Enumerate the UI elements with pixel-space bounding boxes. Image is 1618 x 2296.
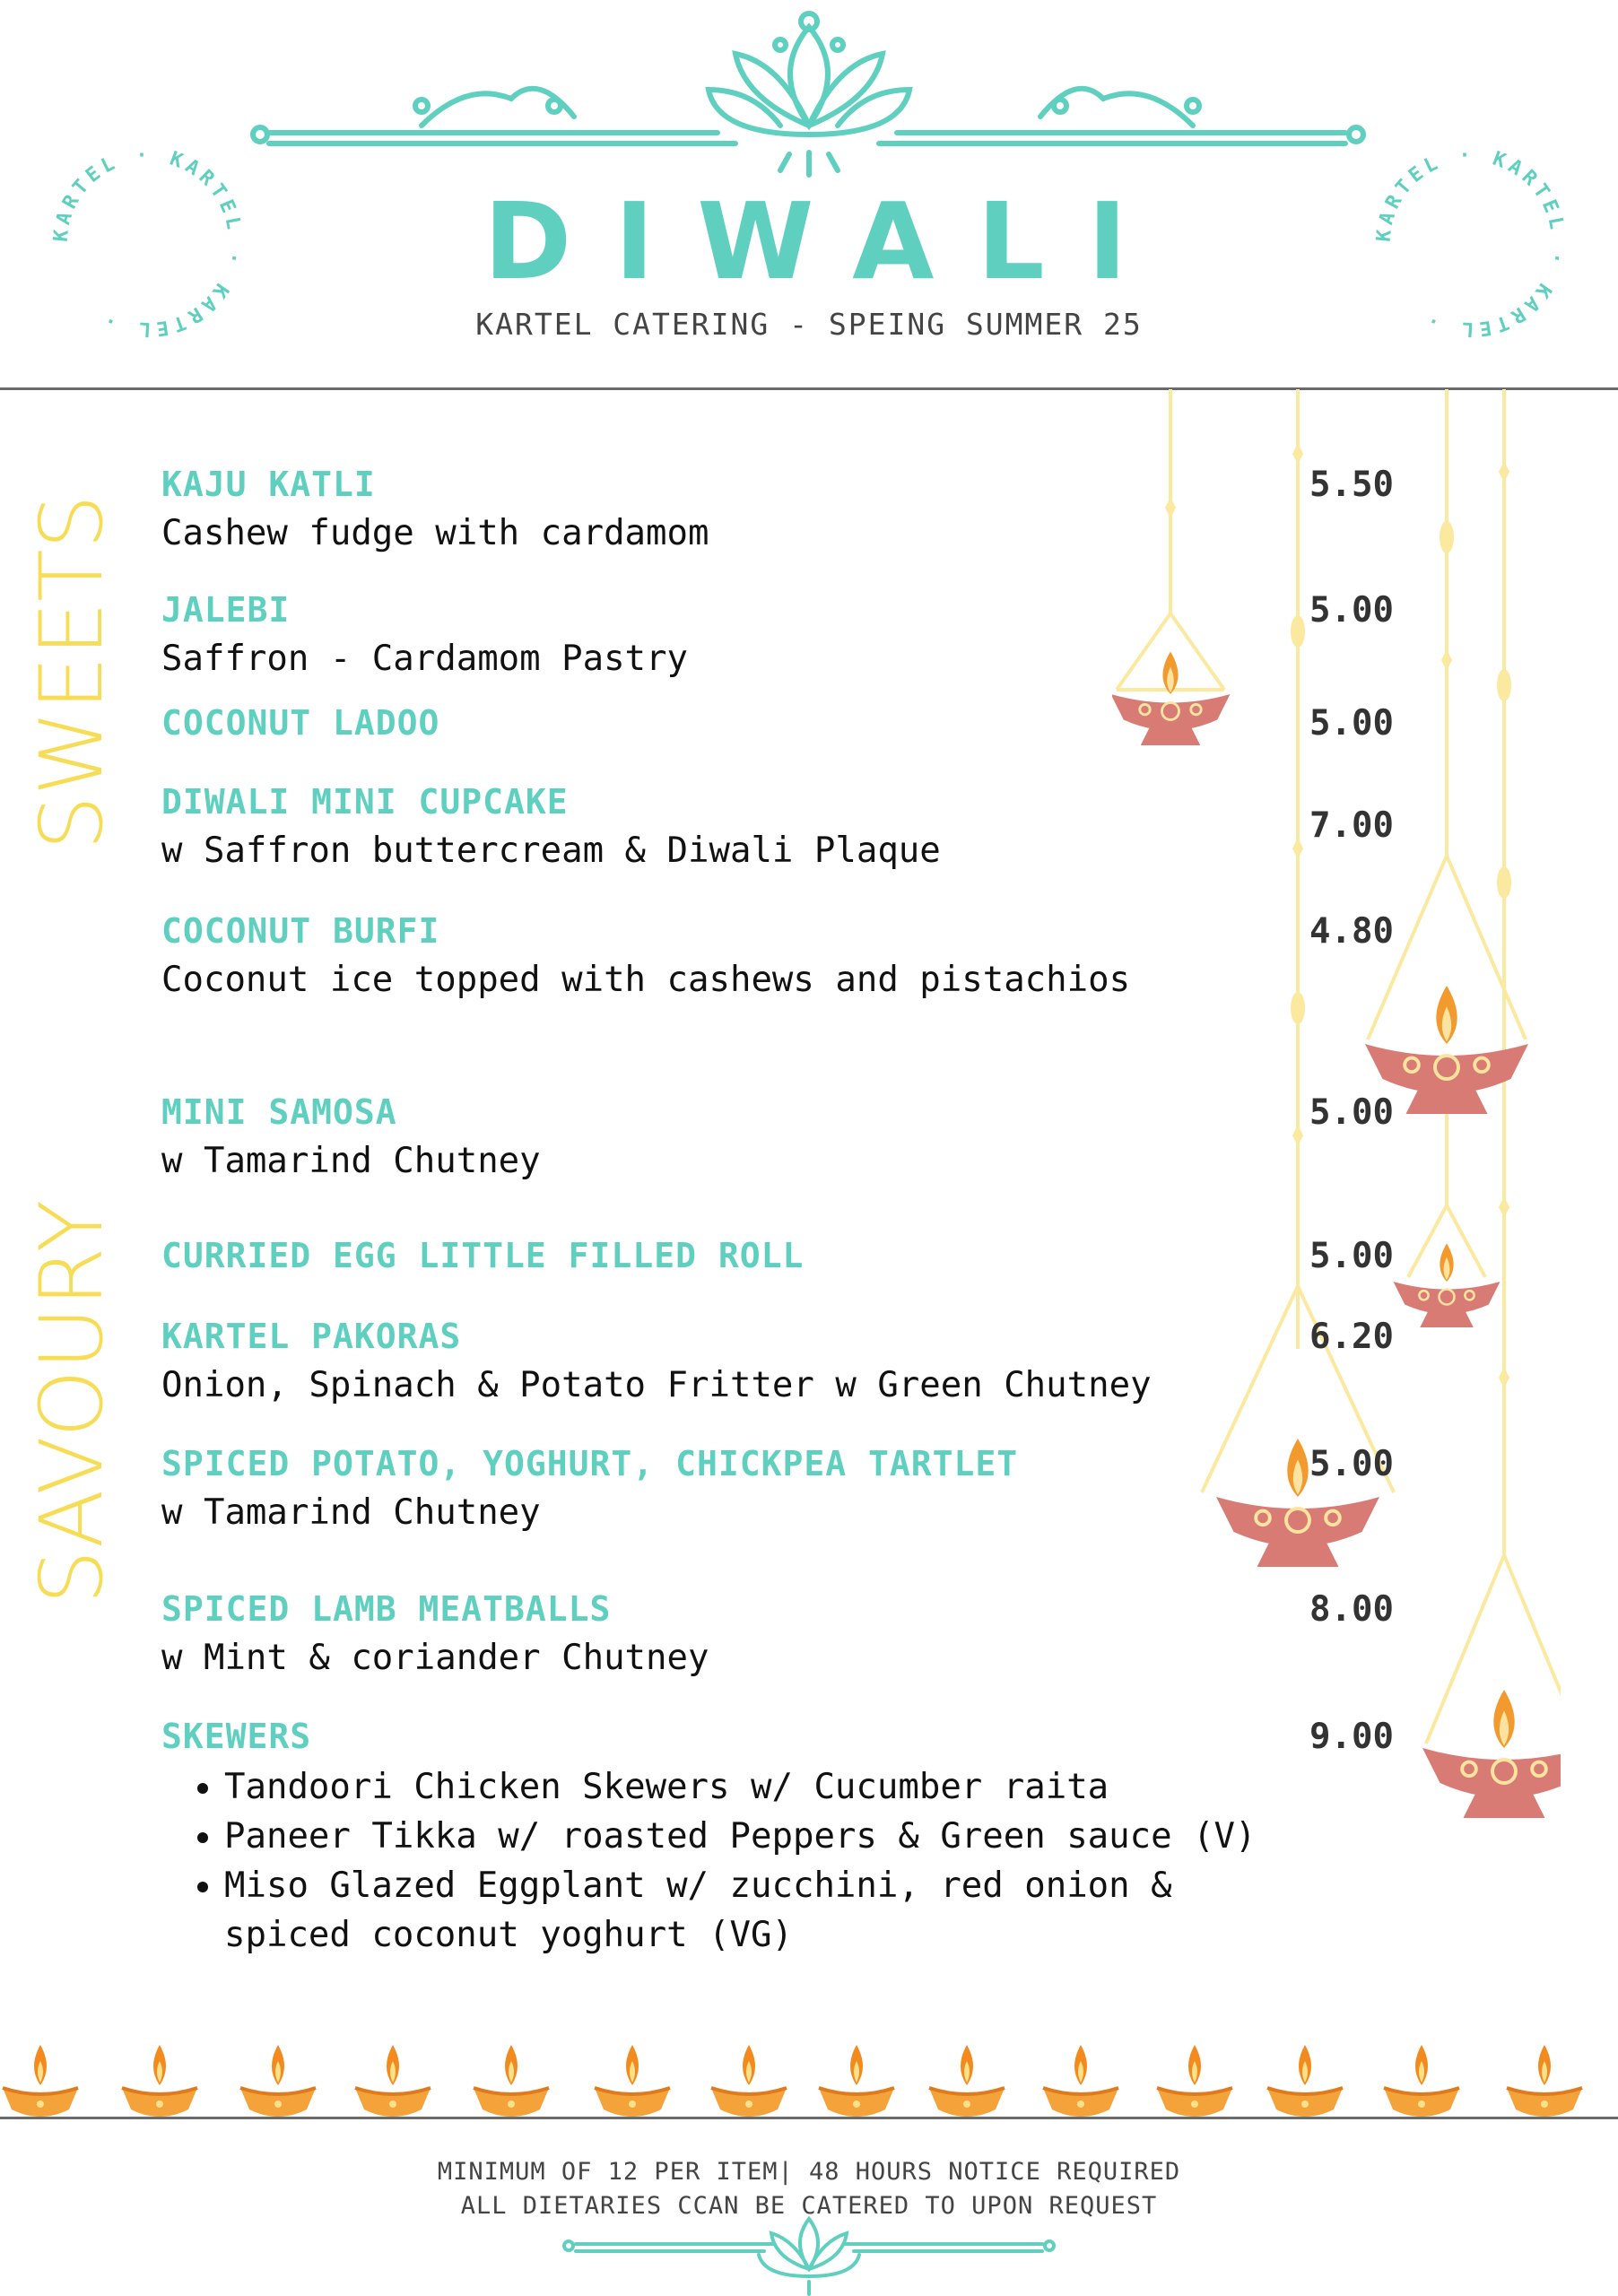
item-price: 6.20 <box>1309 1317 1394 1357</box>
item-price: 4.80 <box>1309 911 1394 952</box>
item-description: w Tamarind Chutney <box>161 1492 541 1533</box>
item-name: CURRIED EGG LITTLE FILLED ROLL <box>161 1236 805 1275</box>
item-price: 7.00 <box>1309 805 1394 846</box>
item-name: KARTEL PAKORAS <box>161 1317 462 1356</box>
item-description: w Saffron buttercream & Diwali Plaque <box>161 831 941 871</box>
item-price: 5.00 <box>1309 1092 1394 1133</box>
item-price: 5.00 <box>1309 1444 1394 1484</box>
svg-text:KARTEL · KARTEL · KARTEL ·: KARTEL · KARTEL · KARTEL · <box>1372 144 1570 341</box>
item-price: 9.00 <box>1309 1717 1394 1757</box>
item-price: 5.00 <box>1309 703 1394 744</box>
item-description: Coconut ice topped with cashews and pistachios <box>161 960 1131 1000</box>
item-name: COCONUT LADOO <box>161 703 440 743</box>
footer-note: ALL DIETARIES CCAN BE CATERED TO UPON REQUEST <box>460 2192 1158 2220</box>
section-label-savoury: SAVOURY <box>22 1199 122 1605</box>
item-description: w Tamarind Chutney <box>161 1141 541 1181</box>
list-item: • Paneer Tikka w/ roasted Peppers & Green sauce (V) <box>224 1812 1283 1861</box>
list-item: • Tandoori Chicken Skewers w/ Cucumber raita <box>224 1762 1283 1812</box>
item-name: KAJU KATLI <box>161 465 376 504</box>
item-description: Cashew fudge with cardamom <box>161 513 709 553</box>
skewers-list <box>161 1762 1283 1960</box>
item-name: SKEWERS <box>161 1717 312 1756</box>
item-description: Onion, Spinach & Potato Fritter w Green Chutney <box>161 1365 1152 1405</box>
page-subtitle: KARTEL CATERING - SPEING SUMMER 25 <box>475 307 1143 342</box>
section-label-sweets: SWEETS <box>22 494 122 850</box>
item-name: DIWALI MINI CUPCAKE <box>161 782 569 822</box>
footer-ornament <box>540 2215 1078 2296</box>
item-price: 5.50 <box>1309 465 1394 505</box>
diya-lamps-row <box>0 2036 1618 2135</box>
item-name: JALEBI <box>161 590 291 630</box>
item-name: COCONUT BURFI <box>161 911 440 951</box>
item-description: w Mint & coriander Chutney <box>161 1638 709 1678</box>
footer-divider <box>0 2117 1618 2119</box>
footer-note: MINIMUM OF 12 PER ITEM| 48 HOURS NOTICE REQUIRED <box>437 2158 1181 2186</box>
item-price: 5.00 <box>1309 590 1394 631</box>
item-description: Saffron - Cardamom Pastry <box>161 639 688 679</box>
item-name: MINI SAMOSA <box>161 1092 397 1132</box>
item-price: 5.00 <box>1309 1236 1394 1276</box>
page-title: DIWALI <box>483 179 1170 303</box>
item-name: SPICED POTATO, YOGHURT, CHICKPEA TARTLET <box>161 1444 1019 1483</box>
item-name: SPICED LAMB MEATBALLS <box>161 1589 612 1629</box>
item-price: 8.00 <box>1309 1589 1394 1630</box>
svg-text:KARTEL · KARTEL · KARTEL ·: KARTEL · KARTEL · KARTEL · <box>49 144 247 341</box>
list-item: • Miso Glazed Eggplant w/ zucchini, red onion & spiced coconut yoghurt (VG) <box>224 1861 1283 1960</box>
